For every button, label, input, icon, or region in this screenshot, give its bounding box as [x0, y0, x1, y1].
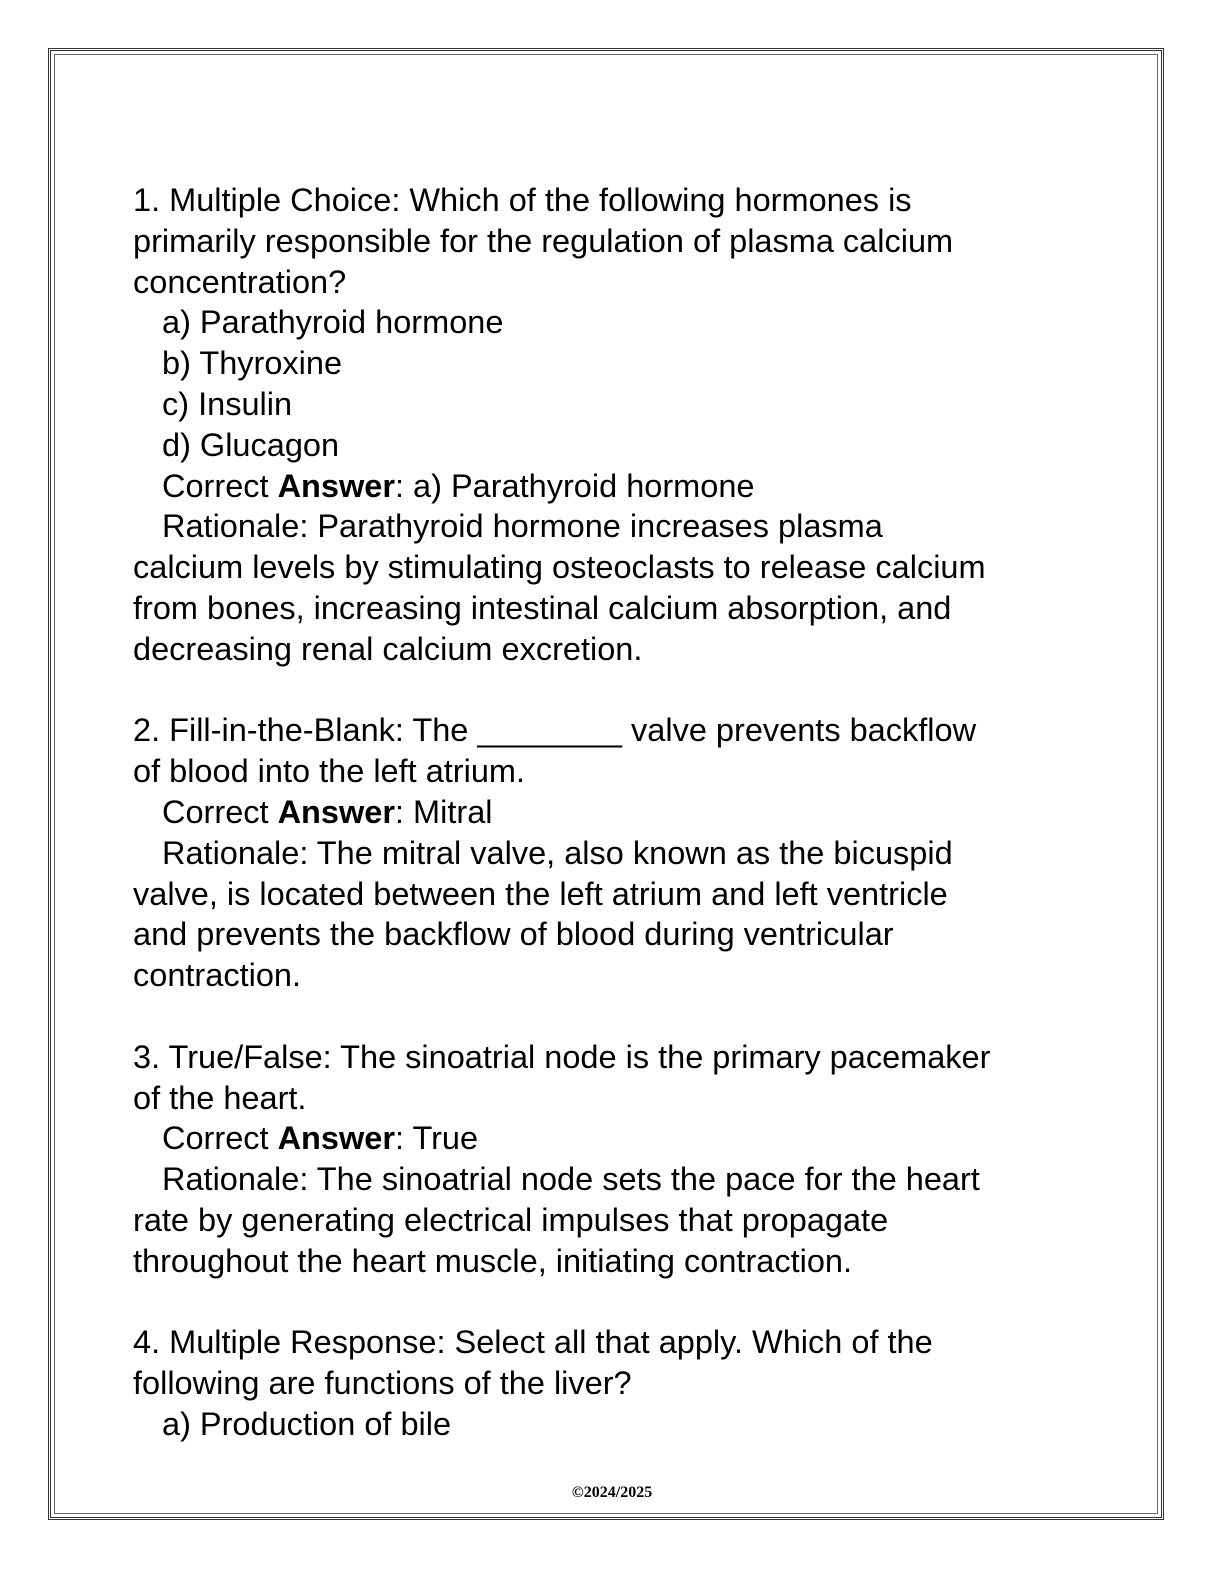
spacer: [133, 996, 1093, 1037]
question-1-option-a: a) Parathyroid hormone: [162, 304, 504, 341]
question-2-rationale-line: Rationale: The mitral valve, also known as the bicuspid: [162, 834, 953, 871]
question-3: [133, 1037, 1093, 1282]
question-1-rationale-line: Rationale: Parathyroid hormone increases plasma: [162, 508, 883, 545]
question-2-correct-answer: [133, 792, 1093, 833]
copyright-footer: ©2024/2025: [571, 1484, 653, 1501]
question-1-option-b: b) Thyroxine: [162, 345, 343, 382]
answer-prefix: Correct: [162, 793, 278, 830]
question-1: [133, 180, 1093, 670]
question-3-rationale-line: throughout the heart muscle, initiating contraction.: [133, 1242, 853, 1279]
question-2-text-line: 2. Fill-in-the-Blank: The ________ valve prevents backflow: [133, 712, 977, 749]
question-2-rationale-line: and prevents the backflow of blood during ventricular: [133, 916, 894, 953]
question-1-text-line: primarily responsible for the regulation of plasma calcium: [133, 222, 954, 259]
question-1-option-d: d) Glucagon: [162, 426, 340, 463]
question-4-text-line: following are functions of the liver?: [133, 1365, 632, 1402]
question-2-text-line: of blood into the left atrium.: [133, 753, 526, 790]
question-1-rationale-line: from bones, increasing intestinal calcium absorption, and: [133, 589, 952, 626]
answer-value: : a) Parathyroid hormone: [394, 467, 755, 504]
answer-label: Answer: [277, 1120, 395, 1157]
question-3-correct-answer: [133, 1118, 1093, 1159]
spacer: [133, 670, 1093, 711]
answer-label: Answer: [277, 467, 395, 504]
question-2-rationale-line: valve, is located between the left atrium and left ventricle: [133, 875, 948, 912]
question-4: [133, 1322, 1093, 1444]
question-3-rationale-line: Rationale: The sinoatrial node sets the pace for the heart: [162, 1161, 980, 1198]
question-2: [133, 710, 1093, 996]
question-1-correct-answer: [133, 466, 1093, 507]
answer-label: Answer: [277, 793, 395, 830]
answer-value: : Mitral: [394, 793, 493, 830]
question-1-rationale-line: decreasing renal calcium excretion.: [133, 630, 643, 667]
question-2-rationale-line: contraction.: [133, 957, 302, 994]
answer-value: : True: [394, 1120, 479, 1157]
question-3-text-line: 3. True/False: The sinoatrial node is the primary pacemaker: [133, 1038, 991, 1075]
question-4-option-a: a) Production of bile: [162, 1405, 452, 1442]
question-1-text-line: 1. Multiple Choice: Which of the following hormones is: [133, 182, 912, 218]
document-body: [133, 180, 1093, 1445]
spacer: [133, 1282, 1093, 1323]
question-3-rationale-line: rate by generating electrical impulses that propagate: [133, 1201, 889, 1238]
question-1-rationale-line: calcium levels by stimulating osteoclasts to release calcium: [133, 549, 986, 586]
question-4-text-line: 4. Multiple Response: Select all that apply. Which of the: [133, 1324, 933, 1361]
answer-prefix: Correct: [162, 1120, 278, 1157]
question-1-text-line: concentration?: [133, 263, 347, 300]
answer-prefix: Correct: [162, 467, 278, 504]
question-3-text-line: of the heart.: [133, 1079, 307, 1116]
question-1-option-c: c) Insulin: [162, 385, 293, 422]
